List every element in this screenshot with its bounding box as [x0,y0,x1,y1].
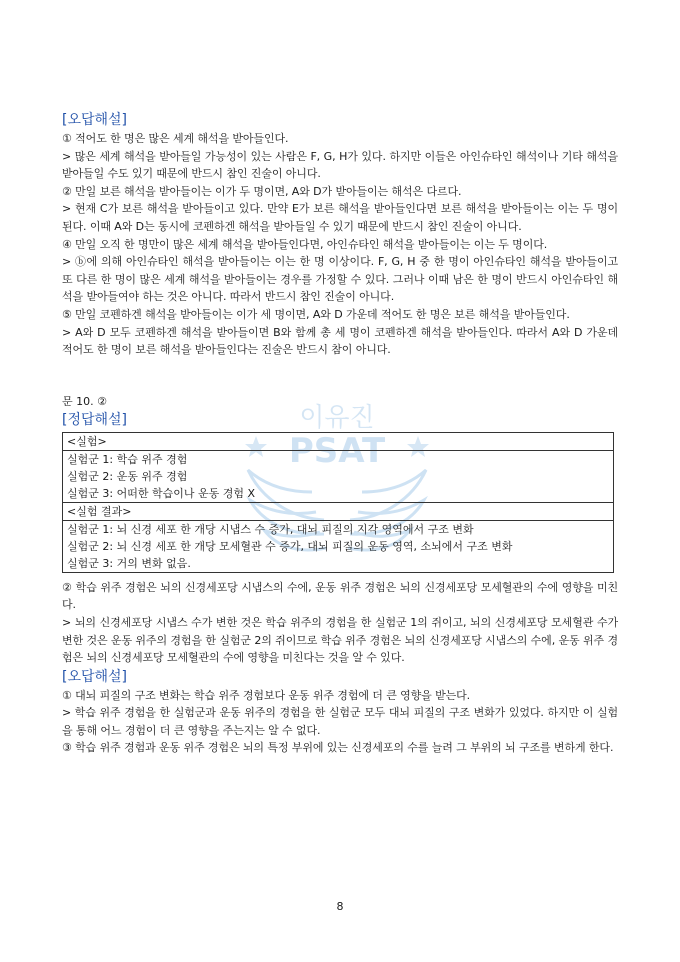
table-row: 실험군 2: 뇌 신경 세포 한 개당 모세혈관 수 증가, 대뇌 피질의 운동 영역, 소뇌에서 구조 변화 [67,539,513,553]
watermark-text-top: 이유진 [299,403,375,433]
table-row: 실험군 3: 거의 변화 없음. [67,556,191,570]
paragraph: > 학습 위주 경험을 한 실험군과 운동 위주의 경험을 한 실험군 모두 대뇌 피질의 구조 변화가 있었다. 하지만 이 실험을 통해 어느 경험이 더 큰 영향을 주는지는 알 수 없다. [62,706,618,737]
paragraph: ① 적어도 한 명은 많은 세계 해석을 받아들인다. [62,132,289,145]
table-row: <실험 결과> [67,504,132,518]
paragraph: > A와 D 모두 코펜하겐 해석을 받아들이면 B와 함께 총 세 명이 코펜하겐 해석을 받아들인다. 따라서 A와 D 가운데 적어도 한 명이 보른 해석을 받아들인다는 진술은 반드시 참이 아니다. [62,325,618,357]
watermark-text-bottom: PSAT [288,431,386,471]
table-row: <실험> [67,434,107,448]
paragraph: > ⓑ에 의해 아인슈타인 해석을 받아들이는 이는 한 명 이상이다. F, G, H 중 한 명이 아인슈타인 해석을 받아들이고 또 다른 한 명이 많은 세계 해석을 받아들이는 경우를 가정할 수 있다. 그러나 이때 남은 한 명이 반드시 아인슈타인 해석을 받아들여야 하는 것은 아니다. 따라서 반드시 참인 진술이 아니다. [62,255,618,304]
wrong-explanation-heading: [오답해설] [62,112,128,128]
table-cell [63,502,614,520]
paragraph: ③ 학습 위주 경험과 운동 위주 경험은 뇌의 특정 부위에 있는 신경세포의 수를 늘려 그 부위의 뇌 구조를 변하게 한다. [62,741,614,755]
paragraph: > 뇌의 신경세포당 시냅스 수가 변한 것은 학습 위주의 경험을 한 실험군 1의 쥐이고, 뇌의 신경세포당 모세혈관 수가 변한 것은 운동 위주의 경험을 한 실험군 2의 쥐이므로 학습 위주 경험은 뇌의 신경세포당 시냅스의 수에, 운동 위주 경험은 뇌의 신경세포당 모세혈관의 수에 영향을 미친다는 것을 알 수 있다. [62,615,618,665]
table-cell [63,432,614,450]
table-cell [63,520,614,572]
wrong-explanation-heading-2: [오답해설] [62,668,128,685]
question-number: 문 10. ② [62,394,107,408]
paragraph: > 많은 세계 해석을 받아들일 가능성이 있는 사람은 F, G, H가 있다. 하지만 이들은 아인슈타인 해석이나 기타 해석을 받아들일 수도 있기 때문에 반드시 참인 진술이 아니다. [62,149,618,181]
table-row: 실험군 2: 운동 위주 경험 [67,469,188,483]
table-row: 실험군 1: 뇌 신경 세포 한 개당 시냅스 수 증가, 대뇌 피질의 지각 영역에서 구조 변화 [67,522,474,536]
page-number: 8 [336,900,344,913]
paragraph: > 현재 C가 보른 해석을 받아들이고 있다. 만약 E가 보른 해석을 받아들인다면 보른 해석을 받아들이는 이는 두 명이 된다. 이때 A와 D는 동시에 코펜하겐 해석을 받아들일 수 있기 때문에 반드시 참인 진술이 아니다. [62,202,618,233]
table-row: 실험군 1: 학습 위주 경험 [67,452,188,466]
table-row: 실험군 3: 어떠한 학습이나 운동 경험 X [67,486,255,500]
paragraph: ② 만일 보른 해석을 받아들이는 이가 두 명이면, A와 D가 받아들이는 해석은 다르다. [62,184,462,198]
correct-explanation-heading: [정답해설] [62,411,128,428]
paragraph: ① 대뇌 피질의 구조 변화는 학습 위주 경험보다 운동 위주 경험에 더 큰 영향을 받는다. [62,688,471,702]
paragraph: ④ 만일 오직 한 명만이 많은 세계 해석을 받아들인다면, 아인슈타인 해석을 받아들이는 이는 두 명이다. [62,237,548,251]
correct-explanation [62,579,618,667]
wrong-explanation-2 [62,687,618,757]
paragraph: ② 학습 위주 경험은 뇌의 신경세포당 시냅스의 수에, 운동 위주 경험은 뇌의 신경세포당 모세혈관의 수에 영향을 미친다. [62,580,618,612]
page-content [62,110,618,757]
experiment-table [62,432,614,573]
paragraph: ⑤ 만일 코펜하겐 해석을 받아들이는 이가 세 명이면, A와 D 가운데 적어도 한 명은 보른 해석을 받아들인다. [62,307,570,321]
table-cell [63,450,614,502]
wrong-explanation-1 [62,130,618,359]
